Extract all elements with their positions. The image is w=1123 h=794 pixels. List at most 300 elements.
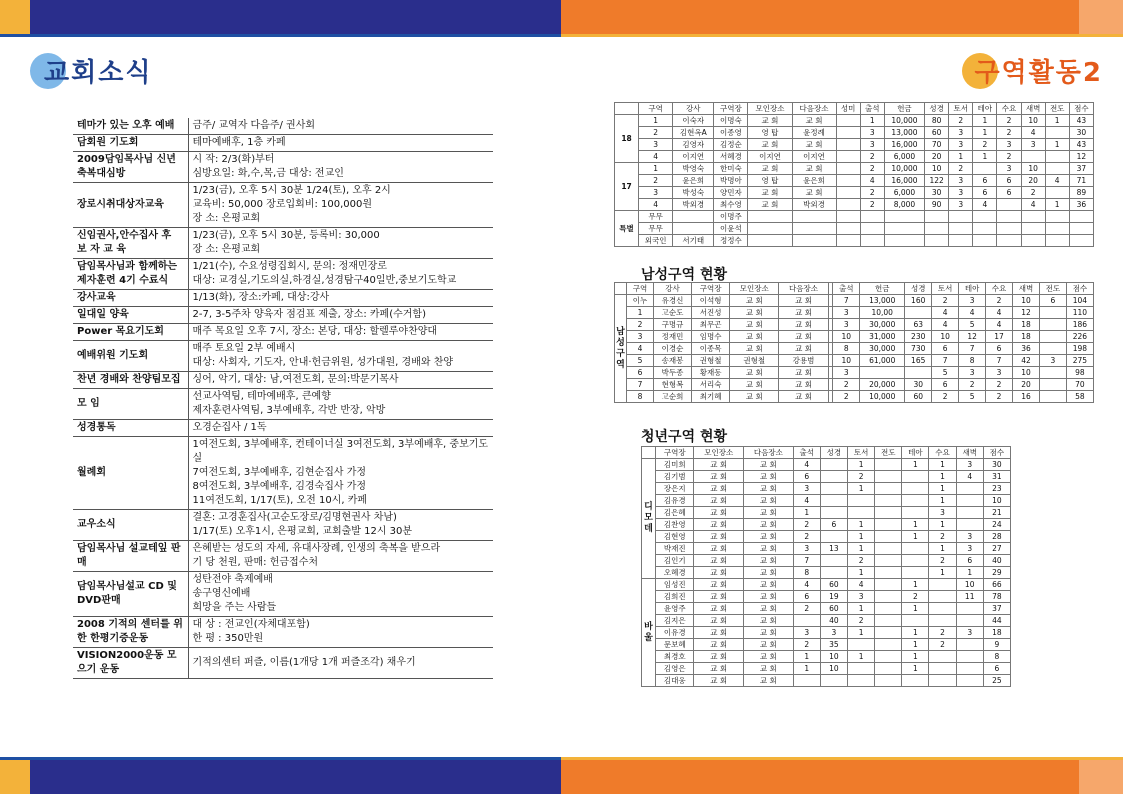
- table-cell: 4: [1045, 175, 1069, 187]
- table-cell: 10: [925, 163, 949, 175]
- news-line: 테마예배후, 1층 카페: [192, 137, 286, 148]
- table-cell: 김기범: [656, 471, 694, 483]
- table-cell: 7: [833, 295, 860, 307]
- table-cell: 교 회: [744, 495, 794, 507]
- table-cell: 4: [973, 199, 997, 211]
- table-cell: 1: [848, 627, 875, 639]
- table-header: 다음장소: [792, 103, 836, 115]
- news-line: 성탄전야 축제예배: [192, 574, 273, 585]
- table-cell: 서혜경: [714, 151, 748, 163]
- table-cell: [848, 639, 875, 651]
- table-cell: 90: [925, 199, 949, 211]
- table-cell: 230: [905, 331, 932, 343]
- news-line: 제자훈련사역팀, 3부예배후, 각반 반장, 악방: [192, 405, 386, 416]
- table-cell: [902, 615, 929, 627]
- table-row: [642, 639, 1011, 651]
- news-line: 심방요일: 화,수,목,금 대상: 전교인: [192, 168, 344, 179]
- table-cell: [956, 639, 983, 651]
- table-cell: [1045, 163, 1069, 175]
- table-cell: 강용범: [779, 355, 828, 367]
- table-header: 새벽: [956, 447, 983, 459]
- table-row: [615, 211, 1094, 223]
- news-row: [73, 389, 493, 420]
- table-cell: 16,000: [884, 175, 924, 187]
- table-cell: 198: [1066, 343, 1093, 355]
- table-header: 토서: [949, 103, 973, 115]
- table-cell: [1045, 223, 1069, 235]
- table-row: [615, 199, 1094, 211]
- news-content: [188, 324, 493, 341]
- table-header: 출석: [793, 447, 820, 459]
- table-cell: 20: [925, 151, 949, 163]
- table-cell: 교 회: [694, 483, 744, 495]
- news-row: [73, 617, 493, 648]
- table-header: 헌금: [860, 283, 905, 295]
- page-title: 교회소식: [44, 58, 153, 88]
- table-cell: [997, 199, 1021, 211]
- table-cell: 3: [639, 187, 673, 199]
- table-cell: 김유경: [656, 495, 694, 507]
- news-row: [73, 290, 493, 307]
- table-cell: [875, 495, 902, 507]
- table-cell: 1: [902, 627, 929, 639]
- news-line: 장 소: 은평교회: [192, 244, 261, 255]
- table-cell: 교 회: [744, 459, 794, 471]
- table-cell: 43: [1069, 115, 1093, 127]
- table-cell: 이종목: [692, 343, 730, 355]
- table-cell: 교 회: [744, 471, 794, 483]
- news-row: [73, 152, 493, 183]
- table-cell: 1: [929, 483, 956, 495]
- news-row: [73, 341, 493, 372]
- table-cell: 3: [949, 139, 973, 151]
- table-cell: 2: [793, 519, 820, 531]
- table-header: 테아: [973, 103, 997, 115]
- table-cell: 교 회: [748, 187, 792, 199]
- table-cell: [902, 567, 929, 579]
- table-cell: 1: [902, 651, 929, 663]
- news-content: [188, 135, 493, 152]
- news-heading: 교우소식: [73, 510, 188, 541]
- table-cell: [997, 235, 1021, 247]
- table-cell: [884, 235, 924, 247]
- news-line: 1/23(금), 오후 5시 30분, 등록비: 30,000: [192, 230, 380, 241]
- table-cell: 60: [925, 127, 949, 139]
- table-cell: [905, 307, 932, 319]
- table-cell: 8: [959, 355, 986, 367]
- table-cell: 10: [833, 331, 860, 343]
- table-cell: 교 회: [730, 379, 779, 391]
- section-title-youth: 청년구역 현황: [641, 429, 728, 445]
- table-row: [615, 115, 1094, 127]
- table-cell: 한미숙: [714, 163, 748, 175]
- news-heading: 2009담임목사님 신년축복대심방: [73, 152, 188, 183]
- table-cell: [875, 507, 902, 519]
- table-cell: 8: [983, 651, 1010, 663]
- table-cell: 외국인: [639, 235, 673, 247]
- table-cell: 8,000: [884, 199, 924, 211]
- table-row: [615, 175, 1094, 187]
- table-cell: 교 회: [694, 543, 744, 555]
- table-cell: [836, 139, 860, 151]
- table-cell: 89: [1069, 187, 1093, 199]
- table-cell: [1021, 151, 1045, 163]
- table-cell: 교 회: [694, 663, 744, 675]
- table-cell: 1: [902, 603, 929, 615]
- table-cell: 김인기: [656, 555, 694, 567]
- news-row: [73, 228, 493, 259]
- table-cell: [925, 223, 949, 235]
- table-header: 구역장: [714, 103, 748, 115]
- table-header: 모인장소: [730, 283, 779, 295]
- table-cell: 6: [973, 187, 997, 199]
- table-cell: 2: [639, 175, 673, 187]
- table-cell: [836, 151, 860, 163]
- news-heading: 월례회: [73, 437, 188, 510]
- table-cell: 226: [1066, 331, 1093, 343]
- table-cell: 6: [973, 175, 997, 187]
- table-cell: 3: [959, 367, 986, 379]
- news-line: 장 소: 은평교회: [192, 213, 261, 224]
- table-cell: 31,000: [860, 331, 905, 343]
- table-cell: 3: [949, 187, 973, 199]
- table-cell: 교 회: [779, 307, 828, 319]
- table-cell: 1: [929, 543, 956, 555]
- table-cell: 4: [793, 459, 820, 471]
- table-cell: 3: [1039, 355, 1066, 367]
- table-cell: 이지연: [792, 151, 836, 163]
- group-label: 18: [615, 115, 639, 163]
- table-cell: 2: [848, 471, 875, 483]
- table-cell: 김현옥A: [673, 127, 714, 139]
- news-line: 선교사역팀, 테마예배후, 큰예향: [192, 391, 331, 402]
- table-cell: 영 탑: [748, 175, 792, 187]
- table-cell: 윤정례: [792, 127, 836, 139]
- news-content: [188, 617, 493, 648]
- table-cell: 7: [959, 343, 986, 355]
- table-header: 수요: [997, 103, 1021, 115]
- news-heading: 담회원 기도회: [73, 135, 188, 152]
- group-label: 17: [615, 163, 639, 211]
- table-cell: 4: [986, 319, 1013, 331]
- table-cell: [860, 367, 905, 379]
- table-cell: [1069, 223, 1093, 235]
- section-title-men: 남성구역 현황: [641, 267, 728, 283]
- table-cell: 2: [929, 531, 956, 543]
- table-header: 성경: [925, 103, 949, 115]
- table-header: 헌금: [884, 103, 924, 115]
- table-cell: 1: [1045, 115, 1069, 127]
- news-line: 은혜받는 성도의 자세, 유대사장례, 인생의 축복을 받으라: [192, 543, 441, 554]
- table-cell: 3: [929, 507, 956, 519]
- table-cell: 박성숙: [673, 187, 714, 199]
- table-header: 다음장소: [744, 447, 794, 459]
- table-cell: 교 회: [744, 567, 794, 579]
- table-cell: [973, 223, 997, 235]
- news-line: 1여전도회, 3부예배후, 컨테이너실 3여전도회, 3부예배후, 중보기도실: [192, 439, 489, 464]
- table-cell: 1: [639, 163, 673, 175]
- table-cell: 2: [639, 127, 673, 139]
- table-cell: 3: [848, 591, 875, 603]
- table-cell: 1: [848, 567, 875, 579]
- news-content: [188, 118, 493, 135]
- table-cell: 6: [820, 519, 847, 531]
- table-cell: 임성진: [656, 579, 694, 591]
- table-cell: 12: [959, 331, 986, 343]
- table-cell: 4: [1021, 127, 1045, 139]
- table-cell: 서진성: [692, 307, 730, 319]
- table-cell: 이종영: [714, 127, 748, 139]
- table-cell: 3: [639, 139, 673, 151]
- table-cell: 교 회: [792, 139, 836, 151]
- table-cell: [956, 507, 983, 519]
- table-cell: 1: [902, 459, 929, 471]
- table-row: [615, 223, 1094, 235]
- table-cell: 교 회: [779, 391, 828, 403]
- table-cell: 6: [956, 555, 983, 567]
- table-cell: 1: [1045, 199, 1069, 211]
- table-cell: [1045, 187, 1069, 199]
- table-cell: 1: [639, 115, 673, 127]
- table-cell: 10: [983, 495, 1010, 507]
- table-cell: 3: [793, 627, 820, 639]
- table-cell: 1: [902, 663, 929, 675]
- table-cell: [875, 471, 902, 483]
- table-cell: 4: [793, 495, 820, 507]
- table-header: 테아: [902, 447, 929, 459]
- table-cell: 20: [1021, 175, 1045, 187]
- table-cell: 40: [820, 615, 847, 627]
- table-cell: 양민자: [714, 187, 748, 199]
- table-cell: 이명숙: [714, 115, 748, 127]
- table-header: 새벽: [1013, 283, 1040, 295]
- table-row: [642, 483, 1011, 495]
- table-cell: 1: [902, 519, 929, 531]
- table-cell: [929, 603, 956, 615]
- table-cell: 박명아: [714, 175, 748, 187]
- table-header: 점수: [983, 447, 1010, 459]
- table-cell: [875, 663, 902, 675]
- table-cell: [848, 495, 875, 507]
- news-content: [188, 290, 493, 307]
- table-cell: 2: [932, 295, 959, 307]
- table-row: [642, 603, 1011, 615]
- table-row: [642, 531, 1011, 543]
- table-cell: 교 회: [694, 507, 744, 519]
- table-cell: [1021, 211, 1045, 223]
- table-cell: [875, 639, 902, 651]
- table-cell: 2: [986, 295, 1013, 307]
- table-header: 새벽: [1021, 103, 1045, 115]
- table-cell: 3: [1021, 139, 1045, 151]
- table-cell: [1021, 223, 1045, 235]
- table-cell: 교 회: [744, 579, 794, 591]
- news-content: [188, 152, 493, 183]
- table-cell: 구명규: [653, 319, 691, 331]
- table-cell: [836, 115, 860, 127]
- news-line: 대 상 : 전교인(자체대포함): [192, 619, 310, 630]
- table-header: 구역장: [656, 447, 694, 459]
- table-row: [642, 555, 1011, 567]
- table-row: [642, 507, 1011, 519]
- table-cell: 이명주: [714, 211, 748, 223]
- news-heading: 담임목사님 설교테잎 판매: [73, 541, 188, 572]
- table-cell: 2: [997, 115, 1021, 127]
- table-row: [615, 391, 1094, 403]
- table-cell: 2: [986, 379, 1013, 391]
- table-cell: 교 회: [744, 639, 794, 651]
- table-cell: [820, 459, 847, 471]
- page-title-area: [30, 52, 152, 89]
- table-cell: 3: [997, 139, 1021, 151]
- table-header: 전도: [875, 447, 902, 459]
- table-header: 출석: [860, 103, 884, 115]
- table-cell: [1021, 235, 1045, 247]
- news-heading: 모 임: [73, 389, 188, 420]
- table-cell: [1069, 235, 1093, 247]
- table-row: [642, 519, 1011, 531]
- table-cell: 110: [1066, 307, 1093, 319]
- table-cell: 122: [925, 175, 949, 187]
- table-cell: [925, 211, 949, 223]
- table-row: [642, 591, 1011, 603]
- table-cell: 160: [905, 295, 932, 307]
- table-cell: 교 회: [694, 531, 744, 543]
- table-cell: [956, 615, 983, 627]
- news-line: 매주 토요일 2부 예배시: [192, 343, 296, 354]
- table-cell: 교 회: [744, 507, 794, 519]
- table-cell: [973, 211, 997, 223]
- news-content: [188, 572, 493, 617]
- table-cell: 18: [983, 627, 1010, 639]
- table-cell: 교 회: [744, 519, 794, 531]
- table-cell: 44: [983, 615, 1010, 627]
- table-cell: 10,00: [860, 307, 905, 319]
- table-cell: 30: [925, 187, 949, 199]
- table-cell: 2: [1021, 187, 1045, 199]
- table-cell: 이지연: [748, 151, 792, 163]
- table-cell: [1045, 127, 1069, 139]
- table-row: [615, 139, 1094, 151]
- table-cell: 고순도: [653, 307, 691, 319]
- table-cell: 10: [820, 651, 847, 663]
- table-cell: 6: [997, 175, 1021, 187]
- table-cell: [1039, 379, 1066, 391]
- table-cell: 이지연: [673, 151, 714, 163]
- table-row: [642, 579, 1011, 591]
- table-cell: 교 회: [744, 651, 794, 663]
- table-cell: 6: [986, 343, 1013, 355]
- table-cell: 104: [1066, 295, 1093, 307]
- table-cell: 교 회: [730, 307, 779, 319]
- table-header: 수요: [986, 283, 1013, 295]
- table-cell: 교 회: [792, 187, 836, 199]
- news-heading: 장로시취대상자교육: [73, 183, 188, 228]
- table-cell: 4: [956, 471, 983, 483]
- table-cell: 교 회: [694, 555, 744, 567]
- table-cell: [836, 223, 860, 235]
- table-cell: [836, 163, 860, 175]
- news-row: [73, 259, 493, 290]
- table-cell: 20: [1013, 379, 1040, 391]
- table-cell: 교 회: [694, 639, 744, 651]
- news-line: 7여전도회, 3부예배후, 김현순집사 가정: [192, 467, 367, 478]
- table-cell: 교 회: [744, 615, 794, 627]
- table-cell: 70: [925, 139, 949, 151]
- table-cell: 3: [833, 319, 860, 331]
- table-cell: 2: [833, 379, 860, 391]
- table-cell: [875, 567, 902, 579]
- table-cell: 교 회: [792, 115, 836, 127]
- table-cell: [997, 211, 1021, 223]
- table-cell: 영 탑: [748, 127, 792, 139]
- table-cell: [848, 663, 875, 675]
- table-cell: 5: [627, 355, 654, 367]
- table-cell: [929, 591, 956, 603]
- table-cell: 6: [793, 471, 820, 483]
- table-cell: 7: [793, 555, 820, 567]
- table-cell: 3: [860, 127, 884, 139]
- table-cell: 5: [959, 319, 986, 331]
- table-cell: 1: [848, 483, 875, 495]
- table-cell: 5: [959, 391, 986, 403]
- table-cell: [875, 543, 902, 555]
- news-line: 1/23(금), 오후 5시 30분 1/24(토), 오후 2시: [192, 185, 391, 196]
- table-cell: [836, 175, 860, 187]
- table-cell: 교 회: [779, 343, 828, 355]
- news-line: 금주/ 교역자 다음주/ 권사회: [192, 120, 316, 131]
- table-cell: 10: [956, 579, 983, 591]
- table-cell: 1: [929, 495, 956, 507]
- table-cell: 권형철: [692, 355, 730, 367]
- news-content: [188, 183, 493, 228]
- table-cell: 4: [959, 307, 986, 319]
- table-cell: 이숙자: [673, 115, 714, 127]
- table-cell: 1: [1045, 139, 1069, 151]
- table-cell: [860, 223, 884, 235]
- table-cell: [1039, 343, 1066, 355]
- news-heading: 담임목사님설교 CD 및 DVD판매: [73, 572, 188, 617]
- table-row: [642, 675, 1011, 687]
- table-cell: 17: [986, 331, 1013, 343]
- table-cell: 교 회: [748, 139, 792, 151]
- table-cell: 김은혜: [656, 507, 694, 519]
- table-cell: 10: [833, 355, 860, 367]
- table-row: [642, 615, 1011, 627]
- table-cell: 이유경: [656, 627, 694, 639]
- table-cell: 36: [1069, 199, 1093, 211]
- news-line: 기 당 천원, 판매: 헌금접수처: [192, 557, 319, 568]
- news-heading: 예배위원 기도회: [73, 341, 188, 372]
- table-row: [615, 331, 1094, 343]
- table-cell: 4: [1021, 199, 1045, 211]
- news-content: [188, 307, 493, 324]
- table-cell: 윤은희: [673, 175, 714, 187]
- table-cell: 교 회: [748, 199, 792, 211]
- table-cell: 20,000: [860, 379, 905, 391]
- table-row: [615, 235, 1094, 247]
- table-cell: 2: [929, 555, 956, 567]
- news-content: [188, 259, 493, 290]
- table-cell: 7: [986, 355, 1013, 367]
- table-cell: 3: [833, 307, 860, 319]
- men-district-table: [614, 282, 1094, 403]
- table-cell: 윤은희: [792, 175, 836, 187]
- table-cell: [1045, 211, 1069, 223]
- table-header: 토서: [932, 283, 959, 295]
- table-cell: 30: [1069, 127, 1093, 139]
- table-cell: [792, 235, 836, 247]
